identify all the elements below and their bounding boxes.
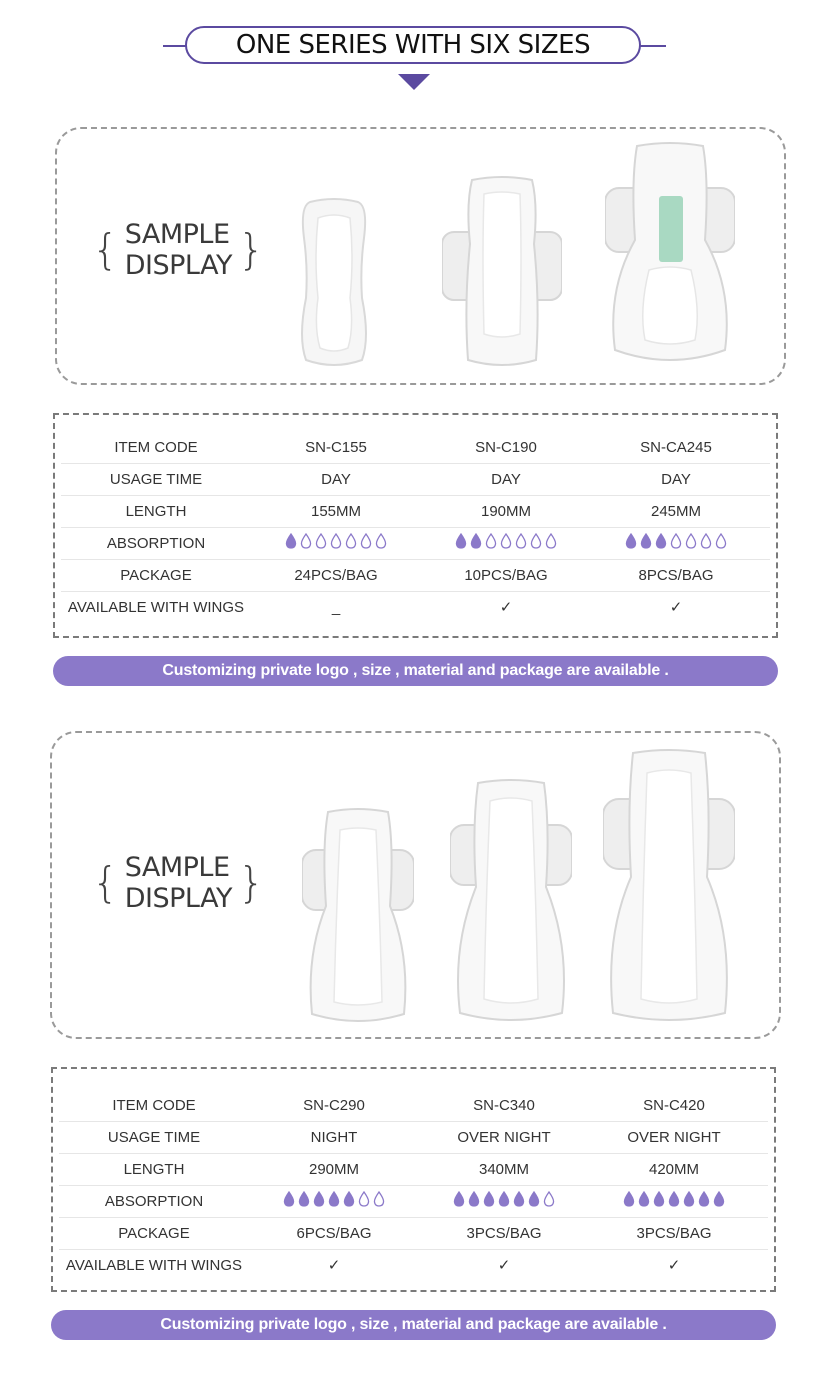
water-drop-icon: [683, 1191, 695, 1207]
water-drop-icon: [640, 533, 652, 549]
absorption-drops: [285, 533, 387, 549]
row-label: PACKAGE: [120, 566, 192, 584]
cell-value: 3PCS/BAG: [466, 1224, 542, 1242]
row-label: USAGE TIME: [107, 1128, 201, 1146]
absorption-drops: [453, 1191, 555, 1207]
display-label-line: SAMPLE: [124, 852, 230, 883]
left-brace-icon: {: [92, 858, 119, 907]
check-icon: ✓: [669, 599, 683, 616]
table-row: [61, 559, 770, 592]
water-drop-icon: [470, 533, 482, 549]
left-brace-icon: {: [92, 225, 119, 274]
check-icon: ✓: [327, 1257, 341, 1274]
water-drop-icon: [485, 533, 497, 549]
water-drop-icon: [300, 533, 312, 549]
water-drop-icon: [285, 533, 297, 549]
right-brace-icon: }: [237, 858, 265, 907]
cell-value: _: [331, 598, 341, 616]
table-row: [59, 1153, 768, 1186]
cell-value: 10PCS/BAG: [464, 566, 548, 584]
cell-value: SN-CA245: [640, 438, 712, 456]
cell-value: 8PCS/BAG: [638, 566, 714, 584]
water-drop-icon: [453, 1191, 465, 1207]
cell-value: DAY: [321, 470, 351, 488]
water-drop-icon: [298, 1191, 310, 1207]
row-label: AVAILABLE WITH WINGS: [65, 1256, 243, 1274]
cell-value: OVER NIGHT: [457, 1128, 551, 1146]
water-drop-icon: [313, 1191, 325, 1207]
cell-value: 24PCS/BAG: [294, 566, 378, 584]
water-drop-icon: [283, 1191, 295, 1207]
display-label-line: DISPLAY: [124, 250, 232, 281]
check-icon: ✓: [497, 1257, 511, 1274]
cell-value: DAY: [661, 470, 691, 488]
water-drop-icon: [653, 1191, 665, 1207]
table-row: [59, 1185, 768, 1218]
water-drop-icon: [625, 533, 637, 549]
water-drop-icon: [498, 1191, 510, 1207]
cell-value: SN-C420: [643, 1096, 705, 1114]
water-drop-icon: [713, 1191, 725, 1207]
water-drop-icon: [515, 533, 527, 549]
sample-display-label-1: [92, 219, 265, 281]
spec-table-2: [51, 1067, 776, 1292]
pad-image-sn-ca245: [605, 140, 735, 366]
water-drop-icon: [668, 1191, 680, 1207]
cell-value: 290MM: [308, 1160, 360, 1178]
water-drop-icon: [345, 533, 357, 549]
row-label: ABSORPTION: [106, 534, 206, 552]
cell-value: 3PCS/BAG: [636, 1224, 712, 1242]
sample-display-label-2: [92, 852, 265, 914]
absorption-drops: [625, 533, 727, 549]
check-icon: ✓: [499, 599, 513, 616]
water-drop-icon: [623, 1191, 635, 1207]
water-drop-icon: [455, 533, 467, 549]
absorption-drops: [455, 533, 557, 549]
water-drop-icon: [500, 533, 512, 549]
pad-image-sn-c420: [603, 747, 735, 1025]
row-label: LENGTH: [123, 1160, 185, 1178]
water-drop-icon: [328, 1191, 340, 1207]
down-arrow-icon: [398, 74, 430, 90]
water-drop-icon: [670, 533, 682, 549]
header-line-right: [640, 45, 666, 47]
water-drop-icon: [483, 1191, 495, 1207]
water-drop-icon: [655, 533, 667, 549]
row-label: USAGE TIME: [109, 470, 203, 488]
spec-table-1: [53, 413, 778, 638]
pad-image-sn-c190: [442, 174, 562, 370]
water-drop-icon: [638, 1191, 650, 1207]
cell-value: 6PCS/BAG: [296, 1224, 372, 1242]
header-line-left: [163, 45, 187, 47]
water-drop-icon: [545, 533, 557, 549]
row-label: LENGTH: [125, 502, 187, 520]
cell-value: SN-C290: [303, 1096, 365, 1114]
water-drop-icon: [530, 533, 542, 549]
table-row: [59, 1217, 768, 1250]
water-drop-icon: [358, 1191, 370, 1207]
customization-banner-1: Customizing private logo , size , material and package are available .: [53, 656, 778, 686]
cell-value: SN-C340: [473, 1096, 535, 1114]
check-icon: ✓: [667, 1257, 681, 1274]
cell-value: 245MM: [650, 502, 702, 520]
water-drop-icon: [715, 533, 727, 549]
row-label: AVAILABLE WITH WINGS: [67, 598, 245, 616]
water-drop-icon: [685, 533, 697, 549]
water-drop-icon: [343, 1191, 355, 1207]
row-label: PACKAGE: [118, 1224, 190, 1242]
cell-value: SN-C155: [305, 438, 367, 456]
water-drop-icon: [528, 1191, 540, 1207]
water-drop-icon: [700, 533, 712, 549]
water-drop-icon: [698, 1191, 710, 1207]
cell-value: NIGHT: [310, 1128, 358, 1146]
water-drop-icon: [360, 533, 372, 549]
cell-value: 420MM: [648, 1160, 700, 1178]
row-label: ABSORPTION: [104, 1192, 204, 1210]
cell-value: OVER NIGHT: [627, 1128, 721, 1146]
pad-image-sn-c155: [296, 198, 372, 368]
table-row: [61, 495, 770, 528]
cell-value: 340MM: [478, 1160, 530, 1178]
water-drop-icon: [315, 533, 327, 549]
cell-value: 155MM: [310, 502, 362, 520]
table-row: [61, 463, 770, 496]
pad-image-sn-c290: [302, 806, 414, 1026]
display-label-line: DISPLAY: [124, 883, 232, 914]
display-label-line: SAMPLE: [124, 219, 230, 250]
right-brace-icon: }: [237, 225, 265, 274]
table-row: [61, 527, 770, 560]
table-row: [61, 591, 770, 623]
water-drop-icon: [513, 1191, 525, 1207]
cell-value: DAY: [491, 470, 521, 488]
table-row: [59, 1089, 768, 1122]
cell-value: SN-C190: [475, 438, 537, 456]
absorption-drops: [623, 1191, 725, 1207]
absorption-drops: [283, 1191, 385, 1207]
water-drop-icon: [373, 1191, 385, 1207]
water-drop-icon: [330, 533, 342, 549]
customization-banner-2: Customizing private logo , size , material and package are available .: [51, 1310, 776, 1340]
table-row: [59, 1249, 768, 1281]
cell-value: 190MM: [480, 502, 532, 520]
pad-image-sn-c340: [450, 777, 572, 1025]
table-row: [59, 1121, 768, 1154]
water-drop-icon: [543, 1191, 555, 1207]
page-title: ONE SERIES WITH SIX SIZES: [185, 26, 641, 64]
table-row: [61, 431, 770, 464]
water-drop-icon: [468, 1191, 480, 1207]
row-label: ITEM CODE: [112, 1096, 196, 1114]
water-drop-icon: [375, 533, 387, 549]
row-label: ITEM CODE: [114, 438, 198, 456]
